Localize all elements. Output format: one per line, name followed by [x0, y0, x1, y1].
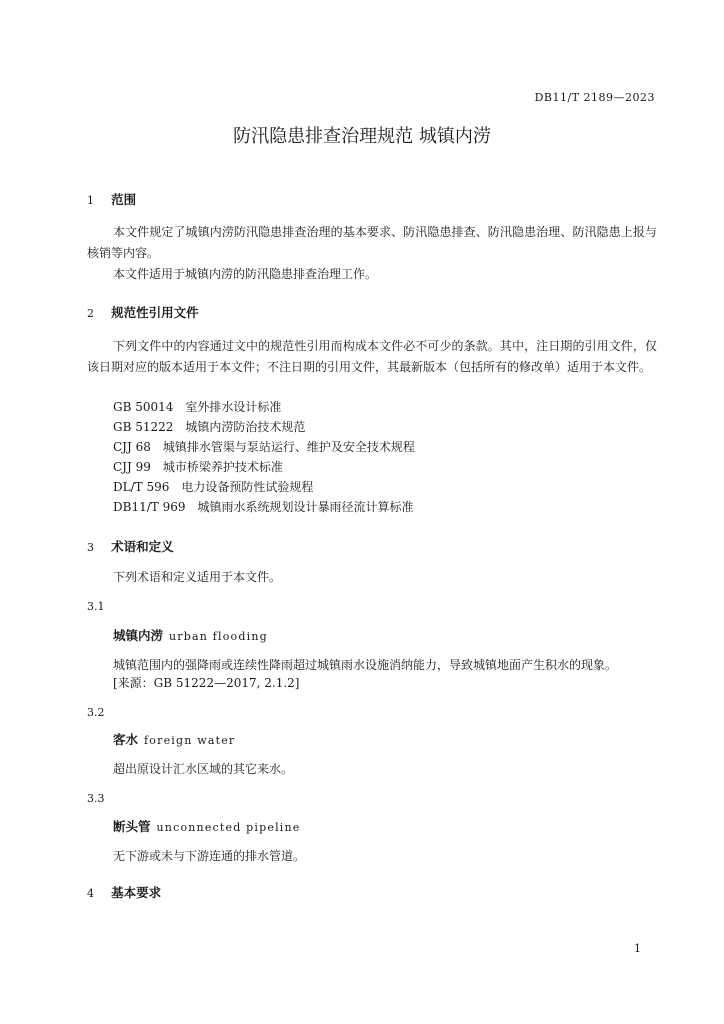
section-title: 规范性引用文件	[111, 305, 199, 320]
section-number: 1	[87, 194, 94, 207]
reference-item: GB 51222 城镇内涝防治技术规范	[113, 420, 306, 434]
document-title: 防汛隐患排查治理规范 城镇内涝	[233, 126, 491, 147]
term-english: urban flooding	[169, 630, 268, 643]
paragraph: 下列文件中的内容通过文中的规范性引用而构成本文件必不可少的条款。其中，注日期的引用文件，仅该日期对应的版本适用于本文件；不注日期的引用文件，其最新版本（包括所有的修改单）适用于本文件。	[87, 339, 657, 374]
reference-item: CJJ 99 城市桥梁养护技术标准	[113, 460, 283, 474]
term-entry	[113, 730, 235, 748]
term-definition: 无下游或未与下游连通的排水管道。	[113, 849, 306, 863]
section-title: 术语和定义	[111, 539, 174, 554]
clause-number: 3.1	[87, 600, 105, 613]
paragraph: 本文件规定了城镇内涝防汛隐患排查治理的基本要求、防汛隐患排查、防汛隐患治理、防汛隐患上报与核销等内容。	[87, 225, 657, 260]
reference-item: DB11/T 969 城镇雨水系统规划设计暴雨径流计算标准	[113, 500, 414, 514]
paragraph: 本文件适用于城镇内涝的防汛隐患排查治理工作。	[113, 267, 378, 281]
section-number: 3	[87, 541, 94, 554]
term-source: [来源：GB 51222—2017, 2.1.2]	[113, 676, 300, 690]
reference-item: CJJ 68 城镇排水管渠与泵站运行、维护及安全技术规程	[113, 440, 415, 454]
section-number: 2	[87, 307, 94, 320]
section-title: 范围	[111, 192, 137, 207]
section-3-heading	[87, 536, 174, 555]
clause-number: 3.2	[87, 706, 105, 719]
reference-item: GB 50014 室外排水设计标准	[113, 400, 282, 414]
section-title: 基本要求	[111, 885, 162, 900]
section-number: 4	[87, 887, 94, 900]
standard-code: DB11/T 2189—2023	[534, 91, 655, 104]
term-definition: 超出原设计汇水区域的其它来水。	[113, 762, 294, 776]
section-4-heading	[87, 882, 161, 901]
clause-number: 3.3	[87, 792, 105, 805]
term-entry	[113, 817, 301, 835]
term-entry	[113, 626, 268, 644]
term-definition: 城镇范围内的强降雨或连续性降雨超过城镇雨水设施消纳能力，导致城镇地面产生积水的现象。	[113, 658, 618, 672]
section-intro: 下列术语和定义适用于本文件。	[113, 570, 282, 584]
section-2-heading	[87, 302, 199, 321]
term-chinese: 客水	[113, 732, 139, 747]
reference-item: DL/T 596 电力设备预防性试验规程	[113, 480, 314, 494]
page-number: 1	[634, 942, 641, 955]
term-english: unconnected pipeline	[156, 821, 301, 834]
term-chinese: 断头管	[113, 819, 151, 834]
section-1-heading	[87, 189, 136, 208]
term-english: foreign water	[144, 734, 236, 747]
term-chinese: 城镇内涝	[113, 628, 164, 643]
